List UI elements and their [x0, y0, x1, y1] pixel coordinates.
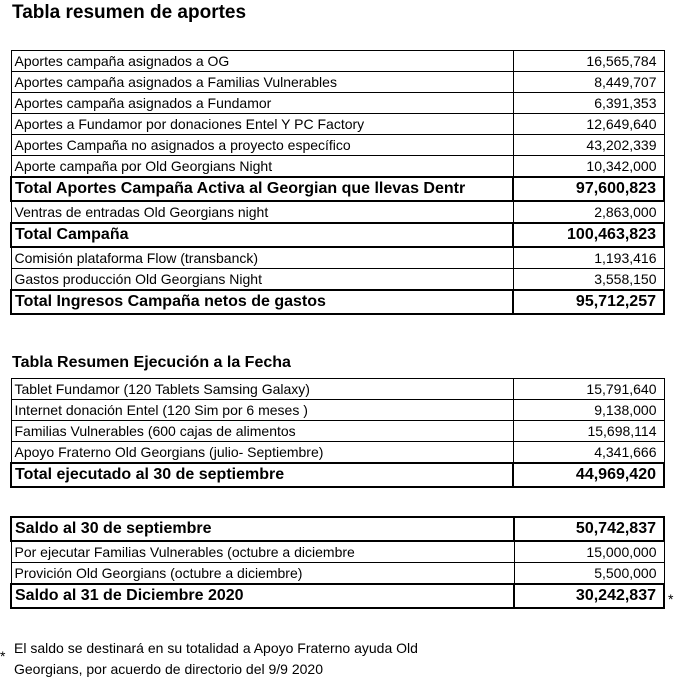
table-row: [11, 156, 664, 178]
total-row: [11, 517, 664, 541]
aportes-table: [10, 50, 665, 315]
table-row: [11, 93, 664, 114]
row-label: Saldo al 30 de septiembre: [11, 517, 514, 541]
row-value: 3,558,150: [513, 269, 664, 291]
row-value: 100,463,823: [513, 223, 664, 247]
row-value: 6,391,353: [513, 93, 664, 114]
row-label: Total Campaña: [11, 223, 513, 247]
row-value: 15,791,640: [513, 379, 664, 400]
row-value: 15,698,114: [513, 421, 664, 442]
row-value: 9,138,000: [513, 400, 664, 421]
table-row: [11, 247, 664, 269]
row-value: 15,000,000: [514, 541, 664, 563]
row-value: 2,863,000: [513, 201, 664, 223]
saldo-table: [10, 516, 665, 609]
table-row: [11, 379, 664, 400]
table-row: [11, 269, 664, 291]
row-label: Total Ingresos Campaña netos de gastos: [11, 290, 513, 314]
row-label: Aportes campaña asignados a Familias Vulnerables: [11, 72, 513, 93]
row-label: Aportes campaña asignados a OG: [11, 51, 513, 72]
row-label: Saldo al 31 de Diciembre 2020: [11, 584, 514, 608]
total-row: [11, 463, 664, 487]
row-label: Aporte campaña por Old Georgians Night: [11, 156, 513, 178]
row-label: Aportes campaña asignados a Fundamor: [11, 93, 513, 114]
row-label: Internet donación Entel (120 Sim por 6 meses ): [11, 400, 513, 421]
row-value: 30,242,837: [514, 584, 664, 608]
total-row: [11, 290, 664, 314]
table-row: [11, 201, 664, 223]
total-row: [11, 223, 664, 247]
row-label: Apoyo Fraterno Old Georgians (julio- Septiembre): [11, 442, 513, 464]
row-value: 1,193,416: [513, 247, 664, 269]
saldo-final-asterisk: *: [668, 591, 674, 607]
row-label: Provición Old Georgians (octubre a diciembre): [11, 563, 514, 585]
row-value: 4,341,666: [513, 442, 664, 464]
ejecucion-table: [10, 378, 665, 488]
ejecucion-title: Tabla Resumen Ejecución a la Fecha: [12, 354, 291, 371]
table-row: [11, 114, 664, 135]
table-row: [11, 442, 664, 464]
row-label: Total ejecutado al 30 de septiembre: [11, 463, 513, 487]
row-value: 16,565,784: [513, 51, 664, 72]
row-label: Gastos producción Old Georgians Night: [11, 269, 513, 291]
table-row: [11, 400, 664, 421]
table-row: [11, 135, 664, 156]
row-label: Comisión plataforma Flow (transbanck): [11, 247, 513, 269]
row-value: 12,649,640: [513, 114, 664, 135]
row-value: 10,342,000: [513, 156, 664, 178]
footnote-text: El saldo se destinará en su totalidad a Apoyo Fraterno ayuda Old Georgians, por acuerdo de directorio del 9/9 2020: [14, 640, 418, 677]
total-row: [11, 177, 664, 201]
table-row: [11, 563, 664, 585]
row-value: 97,600,823: [513, 177, 664, 201]
row-value: 5,500,000: [514, 563, 664, 585]
row-label: Aportes Campaña no asignados a proyecto específico: [11, 135, 513, 156]
footnote-asterisk: *: [0, 648, 6, 664]
row-label: Ventras de entradas Old Georgians night: [11, 201, 513, 223]
table-row: [11, 72, 664, 93]
page-title: Tabla resumen de aportes: [12, 2, 247, 23]
row-value: 50,742,837: [514, 517, 664, 541]
table-row: [11, 541, 664, 563]
row-value: 44,969,420: [513, 463, 664, 487]
row-value: 8,449,707: [513, 72, 664, 93]
row-value: 95,712,257: [513, 290, 664, 314]
table-row: [11, 421, 664, 442]
row-label: Familias Vulnerables (600 cajas de alimentos: [11, 421, 513, 442]
row-label: Total Aportes Campaña Activa al Georgian que llevas Dentr: [11, 177, 513, 201]
row-label: Por ejecutar Familias Vulnerables (octubre a diciembre: [11, 541, 514, 563]
row-value: 43,202,339: [513, 135, 664, 156]
table-row: [11, 51, 664, 72]
row-label: Tablet Fundamor (120 Tablets Samsing Galaxy): [11, 379, 513, 400]
row-label: Aportes a Fundamor por donaciones Entel Y PC Factory: [11, 114, 513, 135]
total-row: [11, 584, 664, 608]
